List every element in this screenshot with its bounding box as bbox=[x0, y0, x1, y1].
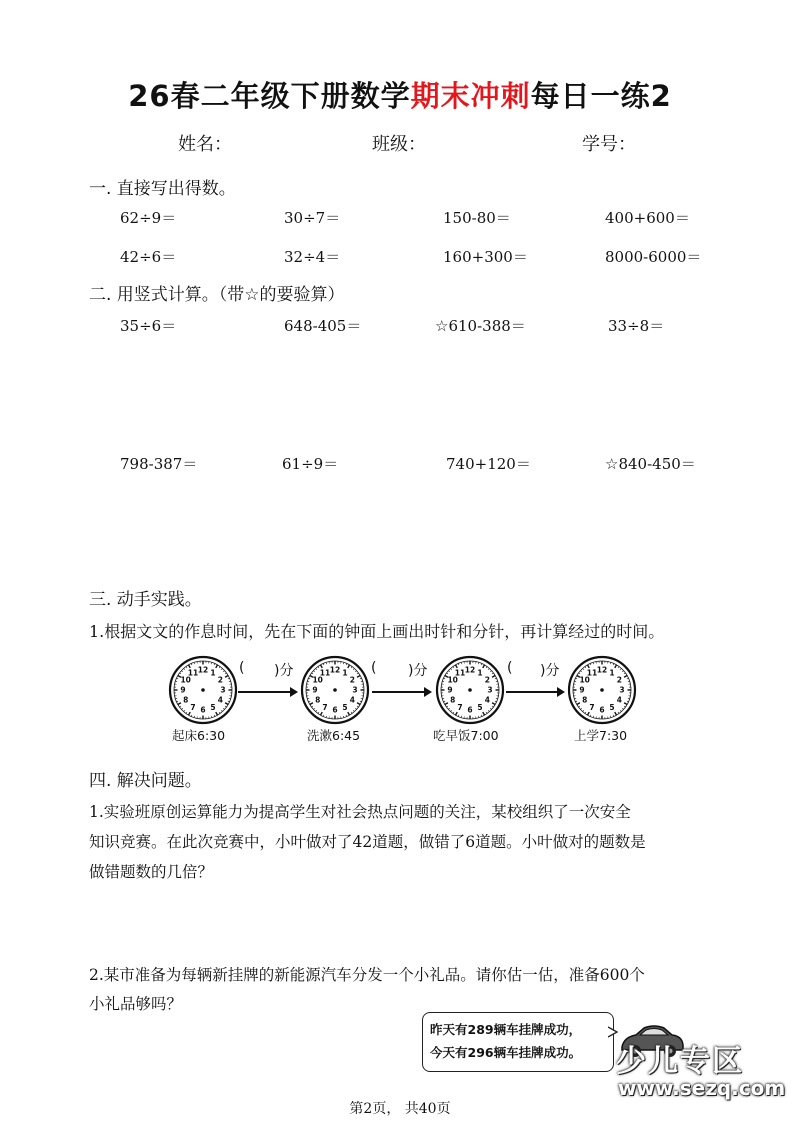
clock-number: 6 bbox=[467, 705, 473, 715]
clock-number: 11 bbox=[586, 668, 598, 678]
clock-number: 10 bbox=[180, 675, 191, 685]
s1-r1-c3: 150-80＝ bbox=[443, 209, 511, 227]
clock-number: 6 bbox=[599, 705, 605, 715]
clock-number: 9 bbox=[447, 685, 453, 695]
clock-number: 1 bbox=[210, 668, 216, 678]
clock-number: 9 bbox=[312, 685, 318, 695]
clock-center-dot bbox=[468, 688, 472, 692]
clock-number: 2 bbox=[217, 675, 223, 685]
bubble-line1: 昨天有289辆车挂牌成功， bbox=[430, 1022, 582, 1037]
clock-number: 6 bbox=[200, 705, 206, 715]
arrow-icon bbox=[372, 691, 430, 693]
clock-number: 11 bbox=[319, 668, 331, 678]
q1-line1: 1.实验班原创运算能力为提高学生对社会热点问题的关注，某校组织了一次安全 bbox=[89, 803, 631, 821]
s2-r2-c4: ☆840-450＝ bbox=[605, 455, 696, 473]
title-suffix: 每日一练2 bbox=[530, 79, 672, 113]
class-field-label: 班级： bbox=[372, 134, 426, 155]
clock-number: 11 bbox=[454, 668, 466, 678]
clock-center-dot bbox=[600, 688, 604, 692]
name-field-label: 姓名： bbox=[178, 134, 232, 155]
clock-center-dot bbox=[333, 688, 337, 692]
title-prefix: 26春二年级下册数学 bbox=[128, 79, 411, 113]
clock-label-4: 上学7:30 bbox=[574, 728, 628, 743]
s1-r2-c3: 160+300＝ bbox=[443, 248, 528, 266]
clock-number: 12 bbox=[464, 665, 476, 675]
s1-r1-c2: 30÷7＝ bbox=[284, 209, 341, 227]
clock-number: 8 bbox=[582, 695, 588, 705]
clock-number: 6 bbox=[332, 705, 338, 715]
clock-number: 5 bbox=[477, 702, 483, 712]
page-title bbox=[0, 74, 800, 115]
clock-number: 9 bbox=[180, 685, 186, 695]
watermark-brand: 少儿专区 bbox=[616, 1044, 744, 1079]
clock-number: 4 bbox=[484, 695, 490, 705]
s2-r2-c3: 740+120＝ bbox=[446, 455, 531, 473]
clock-number: 9 bbox=[579, 685, 585, 695]
clock-face-4[interactable] bbox=[567, 655, 637, 725]
clock-label-3: 吃早饭7:00 bbox=[433, 728, 499, 743]
clock-number: 12 bbox=[197, 665, 209, 675]
clock-number: 10 bbox=[447, 675, 458, 685]
clock-face-2[interactable] bbox=[300, 655, 370, 725]
clock-center-dot bbox=[201, 688, 205, 692]
q2-line2: 小礼品够吗？ bbox=[89, 995, 183, 1013]
clock-number: 11 bbox=[187, 668, 199, 678]
s1-r2-c4: 8000-6000＝ bbox=[605, 248, 702, 266]
s2-r1-c3: ☆610-388＝ bbox=[435, 317, 526, 335]
clock-number: 2 bbox=[616, 675, 622, 685]
s1-r1-c4: 400+600＝ bbox=[605, 209, 690, 227]
blank-open-3: ( bbox=[507, 660, 513, 676]
q1-line3: 做错题数的几倍？ bbox=[89, 863, 214, 881]
section3-question: 1.根据文文的作息时间，先在下面的钟面上画出时针和分针，再计算经过的时间。 bbox=[89, 622, 665, 641]
s2-r1-c2: 648-405＝ bbox=[284, 317, 362, 335]
s1-r2-c2: 32÷4＝ bbox=[284, 248, 341, 266]
clock-number: 3 bbox=[220, 685, 226, 695]
watermark-url: www.sezq.com bbox=[618, 1076, 786, 1100]
clock-face-3[interactable] bbox=[435, 655, 505, 725]
clock-label-1: 起床6:30 bbox=[172, 728, 226, 743]
blank-close-3: )分 bbox=[540, 663, 560, 679]
clock-number: 12 bbox=[329, 665, 341, 675]
arrow-icon bbox=[238, 691, 296, 693]
clock-number: 8 bbox=[183, 695, 189, 705]
clock-number: 1 bbox=[477, 668, 483, 678]
clock-number: 5 bbox=[342, 702, 348, 712]
section1-title: 一. 直接写出得数。 bbox=[89, 179, 236, 199]
page-number: 第2页， 共40页 bbox=[349, 1101, 451, 1117]
blank-close-1: )分 bbox=[274, 663, 294, 679]
title-highlight: 期末冲刺 bbox=[410, 79, 531, 113]
clock-face-1[interactable] bbox=[168, 655, 238, 725]
clock-number: 8 bbox=[450, 695, 456, 705]
clock-number: 1 bbox=[609, 668, 615, 678]
clock-number: 7 bbox=[190, 702, 196, 712]
s2-r1-c4: 33÷8＝ bbox=[608, 317, 665, 335]
clock-number: 2 bbox=[349, 675, 355, 685]
clock-number: 8 bbox=[315, 695, 321, 705]
clock-number: 7 bbox=[457, 702, 463, 712]
s1-r1-c1: 62÷9＝ bbox=[120, 209, 177, 227]
section2-title: 二. 用竖式计算。（带☆的要验算） bbox=[89, 285, 345, 305]
blank-open-2: ( bbox=[371, 660, 377, 676]
q1-line2: 知识竞赛。在此次竞赛中，小叶做对了42道题，做错了6道题。小叶做对的题数是 bbox=[89, 833, 646, 851]
clock-number: 1 bbox=[342, 668, 348, 678]
clock-number: 4 bbox=[616, 695, 622, 705]
bubble-line2: 今天有296辆车挂牌成功。 bbox=[430, 1045, 582, 1060]
q2-line1: 2.某市准备为每辆新挂牌的新能源汽车分发一个小礼品。请你估一估，准备600个 bbox=[89, 966, 645, 984]
clock-number: 7 bbox=[322, 702, 328, 712]
clock-number: 5 bbox=[609, 702, 615, 712]
clock-number: 3 bbox=[619, 685, 625, 695]
clock-label-2: 洗漱6:45 bbox=[307, 728, 361, 743]
student-number-label: 学号： bbox=[582, 134, 636, 155]
speech-bubble bbox=[422, 1012, 614, 1072]
s2-r1-c1: 35÷6＝ bbox=[120, 317, 177, 335]
clock-number: 3 bbox=[487, 685, 493, 695]
clock-number: 10 bbox=[312, 675, 323, 685]
clock-number: 2 bbox=[484, 675, 490, 685]
s2-r2-c2: 61÷9＝ bbox=[282, 455, 339, 473]
section4-title: 四. 解决问题。 bbox=[89, 771, 202, 791]
clock-number: 5 bbox=[210, 702, 216, 712]
s2-r2-c1: 798-387＝ bbox=[120, 455, 198, 473]
clock-number: 3 bbox=[352, 685, 358, 695]
clock-number: 4 bbox=[217, 695, 223, 705]
arrow-icon bbox=[506, 691, 563, 693]
clock-number: 4 bbox=[349, 695, 355, 705]
clock-number: 10 bbox=[579, 675, 590, 685]
clock-number: 7 bbox=[589, 702, 595, 712]
blank-close-2: )分 bbox=[408, 663, 428, 679]
s1-r2-c1: 42÷6＝ bbox=[120, 248, 177, 266]
clock-number: 12 bbox=[596, 665, 608, 675]
blank-open-1: ( bbox=[239, 660, 245, 676]
section3-title: 三. 动手实践。 bbox=[89, 590, 202, 610]
